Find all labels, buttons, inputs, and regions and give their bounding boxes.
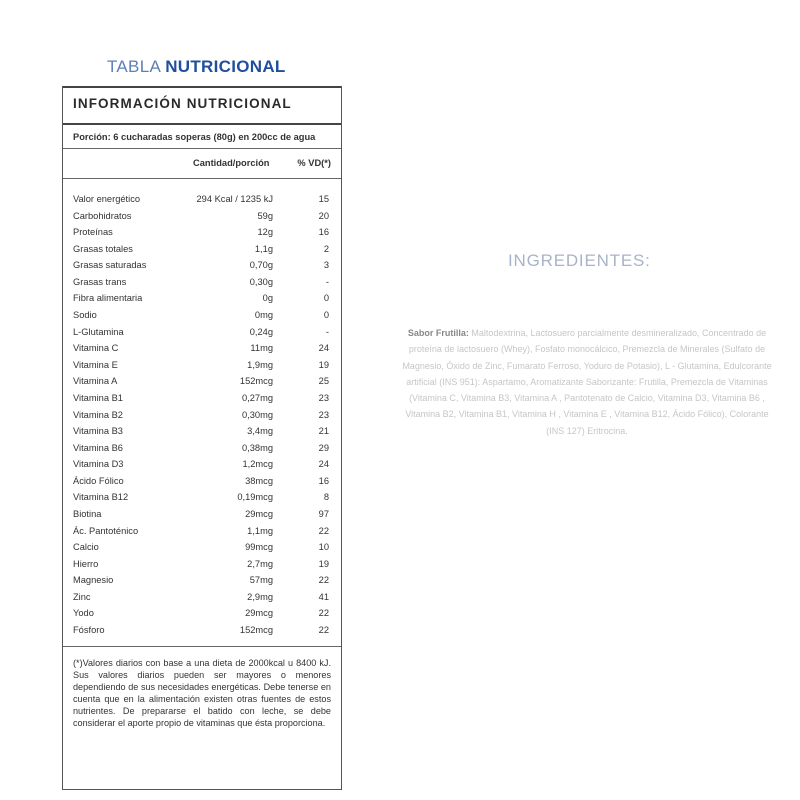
nutrient-vd: 23 xyxy=(318,409,329,420)
nutrient-row xyxy=(63,441,341,458)
nutrient-name: Vitamina A xyxy=(73,376,118,387)
nutrient-row xyxy=(63,606,341,623)
nutrient-row xyxy=(63,308,341,325)
nutrient-row xyxy=(63,209,341,226)
nutrient-quantity: 1,2mcg xyxy=(242,459,273,470)
nutrient-quantity: 11mg xyxy=(250,343,273,354)
nutrient-name: Zinc xyxy=(73,591,91,602)
nutrient-vd: 23 xyxy=(318,392,329,403)
columns-rule xyxy=(63,178,341,179)
nutrient-row xyxy=(63,457,341,474)
nutrient-name: Magnesio xyxy=(73,575,114,586)
nutrient-quantity: 1,1mg xyxy=(247,525,273,536)
nutrient-quantity: 12g xyxy=(257,227,273,238)
nutrient-name: Carbohidratos xyxy=(73,210,132,221)
nutrient-quantity: 0,38mg xyxy=(241,442,273,453)
nutrient-name: Calcio xyxy=(73,542,99,553)
nutrient-row xyxy=(63,325,341,342)
table-header: INFORMACIÓN NUTRICIONAL xyxy=(73,96,292,111)
ingredients-title: INGREDIENTES: xyxy=(508,251,651,270)
nutrient-row xyxy=(63,291,341,308)
page-title-light: TABLA xyxy=(107,57,166,76)
nutrient-row xyxy=(63,341,341,358)
nutrient-vd: 20 xyxy=(318,210,329,221)
ingredients-list: Maltodextrina, Lactosuero parcialmente desmineralizado, Concentrado de proteína de lactosuero (Whey), Fosfato monocálcico, Premezcla de Minerales (Sulfato de Magnesio, Óxido de Zinc, Fumarato Ferroso, Yoduro de Potasio), L - Glutamina, Edulcorante artificial (INS 951): Aspartamo, Aromatizante Saborizante: Frutilla, Premezcla de Vitaminas (Vitamina C, Vitamina B3, Vitamina A , Pantotenato de Calcio, Vitamina D3, Vitamina B6 , Vitamina B2, Vitamina B1, Vitamina H , Vitamina E , Vitamina B12, Ácido Fólico), Colorante (INS 127) Eritrocina. xyxy=(402,328,772,436)
nutrient-vd: 10 xyxy=(318,542,329,553)
nutrient-quantity: 99mcg xyxy=(245,542,273,553)
nutrient-vd: 25 xyxy=(318,376,329,387)
nutrient-row xyxy=(63,540,341,557)
nutrient-row xyxy=(63,573,341,590)
nutrient-quantity: 152mcg xyxy=(239,625,273,636)
nutrient-name: Proteínas xyxy=(73,227,113,238)
nutrient-name: Vitamina B3 xyxy=(73,426,123,437)
nutrient-vd: 15 xyxy=(318,194,329,204)
nutrient-name: Fibra alimentaria xyxy=(73,293,143,304)
nutrient-quantity: 3,4mg xyxy=(247,426,273,437)
nutrient-row xyxy=(63,275,341,292)
nutrient-row xyxy=(63,391,341,408)
nutrient-name: Grasas trans xyxy=(73,276,127,287)
nutrient-quantity: 152mcg xyxy=(239,376,273,387)
nutrient-name: Vitamina B6 xyxy=(73,442,123,453)
nutrient-row xyxy=(63,358,341,375)
nutrient-vd: 41 xyxy=(318,591,329,602)
page-title-bold: NUTRICIONAL xyxy=(165,57,286,76)
nutrient-row xyxy=(63,424,341,441)
nutrient-row xyxy=(63,507,341,524)
nutrient-row xyxy=(63,242,341,259)
footnote: (*)Valores diarios con base a una dieta de 2000kcal u 8400 kJ. Sus valores diarios pueden ser mayores o menores dependiendo de sus necesidades energéticas. Debe tenerse en cuenta que en la alimentación existen otras fuentes de estos nutrientes. De prepararse el batido con leche, se debe considerar el aporte propio de vitaminas que ésta proporciona. xyxy=(73,658,331,728)
column-header-quantity: Cantidad/porción xyxy=(193,158,270,168)
nutrient-row xyxy=(63,490,341,507)
nutrient-name: Vitamina B12 xyxy=(73,492,129,503)
nutrient-quantity: 0,70g xyxy=(249,260,273,271)
nutrient-name: Vitamina B2 xyxy=(73,409,123,420)
nutrient-quantity: 29mcg xyxy=(245,608,273,619)
nutrient-quantity: 0,30g xyxy=(249,276,273,287)
nutrient-vd: 19 xyxy=(318,558,329,569)
nutrient-vd: 16 xyxy=(318,475,329,486)
nutrient-name: L-Glutamina xyxy=(73,326,124,337)
nutrient-vd: 22 xyxy=(318,525,329,536)
nutrient-name: Valor energético xyxy=(73,194,141,204)
column-header-vd: % VD(*) xyxy=(297,158,331,168)
nutrient-name: Yodo xyxy=(73,608,94,619)
nutrient-vd: 22 xyxy=(318,608,329,619)
portion-rule xyxy=(63,148,341,149)
nutrient-quantity: 0,30mg xyxy=(241,409,273,420)
rows-bottom-rule xyxy=(63,646,341,647)
nutrient-vd: 22 xyxy=(318,625,329,636)
nutrient-vd: 0 xyxy=(323,310,329,321)
nutrient-quantity: 38mcg xyxy=(245,475,273,486)
nutrient-row xyxy=(63,623,341,640)
nutrient-quantity: 1,9mg xyxy=(247,359,273,370)
nutrient-vd: 22 xyxy=(318,575,329,586)
nutrient-vd: - xyxy=(325,326,329,337)
nutrient-row xyxy=(63,192,341,209)
nutrient-quantity: 0mg xyxy=(254,310,273,321)
nutrient-row xyxy=(63,557,341,574)
nutrient-quantity: 0,27mg xyxy=(241,392,273,403)
nutrient-name: Fósforo xyxy=(73,625,105,636)
nutrient-quantity: 1,1g xyxy=(254,243,273,254)
nutrient-row xyxy=(63,408,341,425)
nutrient-row xyxy=(63,258,341,275)
nutrient-quantity: 2,7mg xyxy=(247,558,273,569)
nutrient-vd: 24 xyxy=(318,459,329,470)
nutrient-name: Vitamina C xyxy=(73,343,119,354)
nutrient-vd: 29 xyxy=(318,442,329,453)
page-title xyxy=(107,57,286,77)
nutrient-quantity: 2,9mg xyxy=(247,591,273,602)
nutrient-quantity: 0,19mcg xyxy=(237,492,273,503)
nutrient-vd: 19 xyxy=(318,359,329,370)
nutrient-name: Vitamina B1 xyxy=(73,392,123,403)
portion-text: Porción: 6 cucharadas soperas (80g) en 200cc de agua xyxy=(73,132,316,142)
nutrient-quantity: 0g xyxy=(262,293,273,304)
nutrient-quantity: 59g xyxy=(257,210,273,221)
nutrient-quantity: 29mcg xyxy=(245,508,273,519)
nutrient-vd: 21 xyxy=(318,426,329,437)
nutrient-row xyxy=(63,474,341,491)
nutrient-name: Ácido Fólico xyxy=(73,475,124,486)
nutrient-name: Ác. Pantoténico xyxy=(73,525,139,536)
nutrient-quantity: 0,24g xyxy=(249,326,273,337)
nutrient-name: Grasas totales xyxy=(73,243,133,254)
nutrient-row xyxy=(63,374,341,391)
nutrient-name: Biotina xyxy=(73,508,102,519)
nutrient-name: Vitamina D3 xyxy=(73,459,124,470)
nutrient-row xyxy=(63,524,341,541)
table-top-rule xyxy=(63,86,341,88)
nutrient-vd: 97 xyxy=(318,508,329,519)
nutrient-vd: 0 xyxy=(323,293,329,304)
nutrient-vd: 8 xyxy=(323,492,329,503)
nutrition-table xyxy=(62,86,342,790)
nutrient-name: Sodio xyxy=(73,310,97,321)
nutrient-quantity: 294 Kcal / 1235 kJ xyxy=(196,194,273,204)
ingredients-flavor-label: Sabor Frutilla: xyxy=(407,328,469,338)
nutrient-quantity: 57mg xyxy=(249,575,273,586)
nutrient-rows xyxy=(63,192,341,640)
nutrient-name: Hierro xyxy=(73,558,99,569)
nutrient-vd: 3 xyxy=(323,260,329,271)
nutrient-name: Grasas saturadas xyxy=(73,260,147,271)
nutrient-vd: 24 xyxy=(318,343,329,354)
nutrient-vd: - xyxy=(325,276,329,287)
nutrient-row xyxy=(63,590,341,607)
nutrient-name: Vitamina E xyxy=(73,359,118,370)
header-rule xyxy=(63,123,341,125)
nutrient-vd: 16 xyxy=(318,227,329,238)
ingredients-text xyxy=(396,325,778,439)
nutrient-vd: 2 xyxy=(323,243,329,254)
nutrient-row xyxy=(63,225,341,242)
